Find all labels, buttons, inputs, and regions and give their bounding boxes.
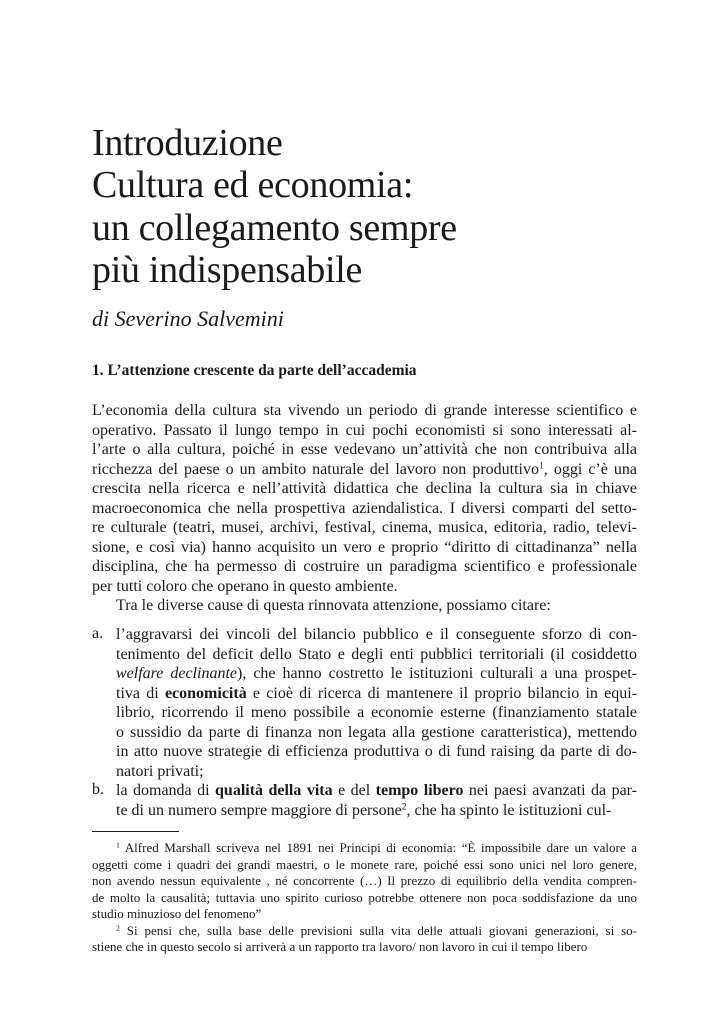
text-run: crescita nella ricerca e nell’attività didattica che declina la cultura sia in chiave [92,480,637,497]
paragraph-2 [92,596,637,616]
text-run: welfare declinante [116,665,238,682]
text-run: re culturale (teatri, musei, archivi, festival, cinema, musica, editoria, radio, televi- [92,519,637,536]
cause-list [92,625,637,820]
text-run: tenimento del deficit dello Stato e degli enti pubblici territoriali (il cosiddetto [116,645,637,663]
text-run: e del [332,782,376,799]
footnote [92,923,637,956]
text-line [116,684,637,704]
text-run: Si pensi che, sulla base delle previsioni sulla vita delle attuali giovani generazioni, si so- [119,922,637,938]
text-line [92,873,637,890]
text-run: ricchezza del paese o un ambito naturale del lavoro non produttivo [92,460,539,478]
text-run: , che ha spinto le istituzioni cul- [406,801,612,819]
chapter-title [92,122,457,291]
text-line [92,421,637,441]
text-run: economicità [164,684,247,702]
text-line [116,781,637,801]
text-line [92,840,637,857]
footnote [92,840,637,923]
text-run: Tra le diverse cause di questa rinnovata attenzione, possiamo citare: [116,597,551,614]
text-run: sione, e così via) hanno acquisito un vero e proprio “diritto di cittadinanza” nella [92,538,637,556]
text-run: de molto la causalità; tuttavia uno spirito curioso potrebbe ottenere non poca soddisfazione da uno [92,889,637,905]
title-line: più indispensabile [92,248,363,291]
section-heading: 1. L’attenzione crescente da parte dell’accademia [92,362,417,379]
text-line [92,557,637,577]
text-line [116,703,637,723]
text-run: te di un numero sempre maggiore di persone [116,801,402,819]
text-run: e cioè di ricerca di mantenere il proprio bilancio in equi- [246,684,638,702]
text-line [92,499,637,519]
footnote-ref: 1 [116,840,120,850]
title-line: Introduzione [92,122,283,164]
text-run: studio minuzioso del fenomeno” [92,906,262,921]
text-run: oggetti come i quadri dei grandi maestri, o le monete rare, poiché essi sono unici nel loro genere, [92,856,637,872]
text-run: l’arte o alla cultura, poiché in esse vedevano un’attività che non contribuiva alla [92,441,637,458]
text-run: non avendo nessun equivalente , né concorrente (…) Il prezzo di equilibrio della vendita compren- [92,873,637,888]
text-run: natori privati; [116,762,204,780]
text-line [92,906,637,923]
text-run: Alfred Marshall scriveva nel 1891 nei Principi di economia: “È impossibile dare un valore a [119,840,637,855]
text-run: librio, ricorrendo il meno possibile a economie esterne (finanziamento statale [116,704,637,721]
list-item [92,625,637,781]
text-run: tempo libero [375,782,464,799]
text-run: in atto nuove strategie di efficienza produttiva o di fund raising da parte di do- [116,743,637,760]
list-item-text [116,625,637,781]
text-line [92,596,637,616]
text-line [92,939,637,956]
list-item [92,781,637,820]
title-line: Cultura ed economia: [92,164,414,207]
text-run: la domanda di [116,782,216,799]
text-run: disciplina, che ha permesso di costruire un paradigma scientifico e professionale [92,558,637,575]
text-line [116,625,637,645]
text-run: l’aggravarsi dei vincoli del bilancio pubblico e il conseguente sforzo di con- [116,626,637,643]
text-run: , oggi c’è una [543,460,637,478]
text-run: L’economia della cultura sta vivendo un periodo di grande interesse scientifico e [92,402,637,419]
text-line [92,518,637,538]
list-marker: a. [92,625,104,642]
list-marker: b. [92,781,104,798]
text-run: operativo. Passato il lungo tempo in cui pochi economisti si sono interessati al- [92,421,637,439]
text-line [116,664,637,684]
paragraph-1 [92,401,637,596]
text-run: per tutti coloro che operano in questo ambiente. [92,577,398,595]
footnote-ref: 1 [538,459,544,471]
text-run: nei paesi avanzati da par- [463,782,638,799]
author: di Severino Salvemini [92,306,284,331]
text-run: tiva di [116,684,165,702]
text-run: o sussidio da parte di finanza non legata alla gestione caratteristica), mettendo [116,723,637,741]
text-line [92,577,637,597]
text-line [92,857,637,874]
text-line [92,479,637,499]
text-line [92,923,637,940]
text-line [116,742,637,762]
text-line [116,762,637,782]
footnotes [92,840,637,956]
text-run: stiene che in questo secolo si arriverà a un rapporto tra lavoro/ non lavoro in cui il tempo libero [92,939,588,954]
text-line [116,723,637,743]
text-line [116,645,637,665]
text-run: ), che hanno costretto le istituzioni culturali a una prospet- [237,665,637,682]
text-line [92,460,637,480]
title-line: un collegamento sempre [92,206,457,249]
text-line [92,890,637,907]
text-run: qualità della vita [215,782,333,799]
text-run: macroeconomica che nella prospettiva aziendalistica. I diversi comparti del setto- [92,499,637,517]
text-line [92,401,637,421]
text-line [92,440,637,460]
footnote-ref: 2 [401,800,407,812]
text-line [116,801,637,821]
list-item-text [116,781,637,820]
footnote-ref: 2 [116,922,120,932]
footnote-rule [92,831,179,832]
text-line [92,538,637,558]
